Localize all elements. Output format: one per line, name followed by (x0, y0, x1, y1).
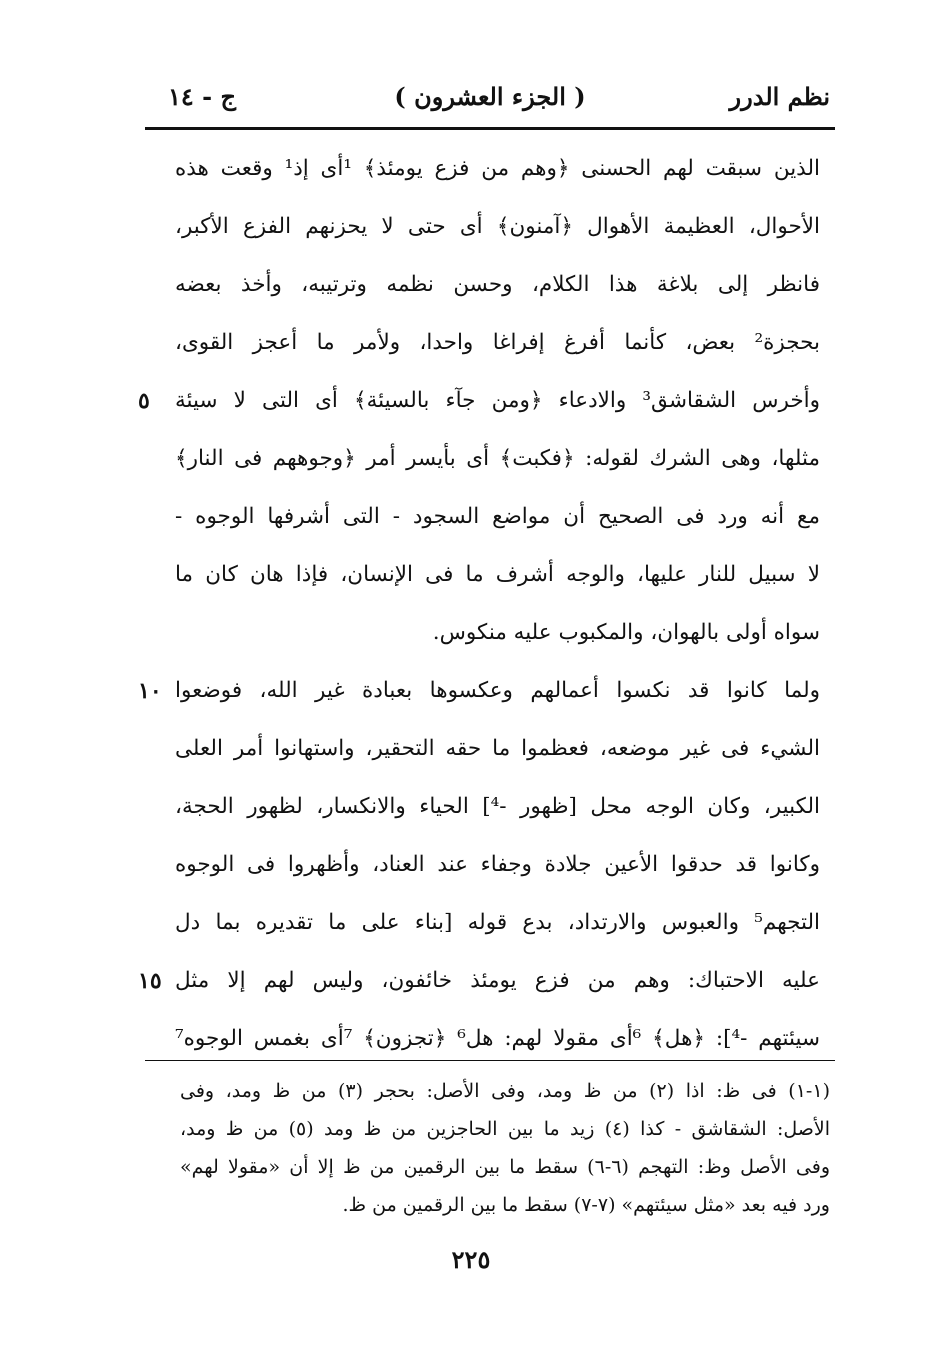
text-line: الكبير، وكان الوجه محل [ظهور -⁴] الحياء والانكسار، لظهور الحجة، (175, 794, 820, 819)
line-number-15: ١٥ (138, 968, 162, 994)
footnotes (180, 1072, 830, 1224)
text-line: عليه الاحتباك: وهم من فزع يومئذ خائفون، وليس لهم إلا مثل (175, 968, 820, 993)
part-title: ( الجزء العشرون ) (394, 82, 586, 111)
text-line: الشيء فى غير موضعه، فعظموا ما حقه التحقير، واستهانوا أمر العلى (175, 736, 820, 761)
page-header (150, 78, 830, 122)
text-line: سيئتهم -⁴]: ﴿هل﴾ ⁶أى مقولا لهم: هل⁶ ﴿تجزون﴾ ⁷أى بغمس الوجوه⁷ (175, 1026, 820, 1051)
text-line: مثلها، وهى الشرك لقوله: ﴿فكبت﴾ أى بأيسر أمر ﴿وجوههم فى النار﴾ (175, 446, 820, 471)
text-line: ولما كانوا قد نكسوا أعمالهم وعكسوها بعبادة غير الله، فوضعوا (175, 678, 820, 703)
text-line: وكانوا قد حدقوا الأعين جلادة وجفاء عند العناد، وأظهروا فى الوجوه (175, 852, 820, 877)
footnote-rule (145, 1060, 835, 1061)
header-rule (145, 127, 835, 130)
footnote-line: الأصل: الشقاشق - كذا (٤) زيد ما بين الحاجزين من ظ ومد (٥) من ظ ومد، (180, 1118, 830, 1140)
text-line: فانظر إلى بلاغة هذا الكلام، وحسن نظمه وترتيبه، وأخذ بعضه (175, 272, 820, 297)
line-number-10: ١٠ (138, 678, 162, 704)
footnote-line: ورد فيه بعد «مثل سيئتهم» (٧-٧) سقط ما بين الرقمين من ظ. (342, 1194, 830, 1216)
text-line: وأخرس الشقاشق³ والادعاء ﴿ومن جآء بالسيئة﴾ أى التى لا سيئة (175, 388, 820, 413)
footnote-line: وفى الأصل وظ: التهجم (٦-٦) سقط ما بين الرقمين من ظ إلا أن «مقولا لهم» (180, 1156, 830, 1178)
text-line: بحجزة² بعض، كأنما أفرغ إفراغا واحدا، ولأمر ما أعجز القوى، (175, 330, 820, 355)
volume-mark: ج - ١٤ (168, 82, 236, 111)
line-number-5: ٥ (138, 388, 150, 414)
main-text (175, 140, 820, 1068)
footnote-line: (١-١) فى ظ: اذا (٢) من ظ ومد، وفى الأصل: بحجر (٣) من ظ ومد، وفى (180, 1080, 830, 1102)
text-line: لا سبيل للنار عليها، والوجه أشرف ما فى الإنسان، فإذا هان كان ما (175, 562, 820, 587)
text-line: سواه أولى بالهوان، والمكبوب عليه منكوس. (432, 620, 820, 645)
page-number: ٢٢٥ (451, 1245, 491, 1274)
text-line: الأحوال، العظيمة الأهوال ﴿آمنون﴾ أى حتى لا يحزنهم الفزع الأكبر، (175, 214, 820, 239)
text-line: مع أنه ورد فى الصحيح أن مواضع السجود - التى أشرفها الوجوه - (175, 504, 820, 529)
text-line: الذين سبقت لهم الحسنى ﴿وهم من فزع يومئذ﴾ ¹أى إذ¹ وقعت هذه (175, 156, 820, 181)
running-title: نظم الدرر (729, 82, 830, 111)
text-line: التجهم⁵ والعبوس والارتداد، بدع قوله [بناء على ما تقديره بما دل (175, 910, 820, 935)
